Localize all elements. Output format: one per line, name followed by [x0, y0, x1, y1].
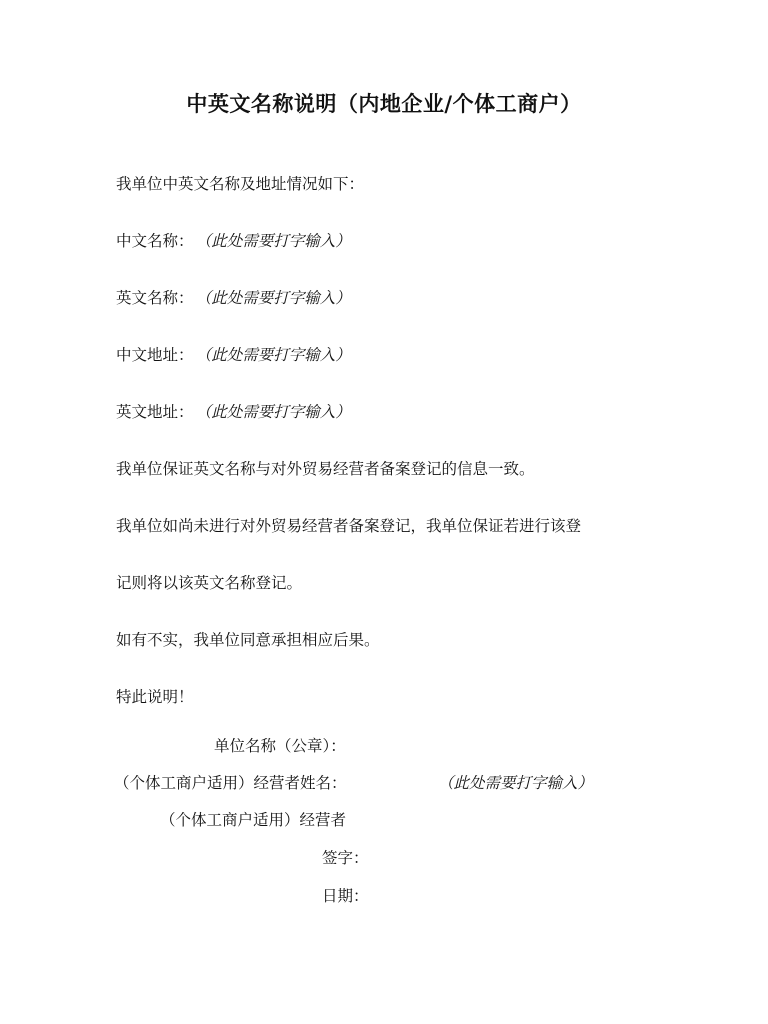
field-label: 中文名称： — [116, 232, 194, 250]
field-label: 中文地址： — [116, 346, 194, 364]
operator-name-label: （个体工商户适用）经营者姓名： — [114, 774, 347, 792]
field-english-name — [116, 286, 351, 308]
field-input-hint[interactable]: （此处需要打字输入） — [203, 346, 351, 364]
company-seal-label: 单位名称（公章）： — [214, 737, 346, 755]
field-chinese-address — [116, 343, 351, 365]
signature-label: 签字： — [322, 849, 369, 867]
statement-registration-line2: 记则将以该英文名称登记。 — [116, 574, 303, 592]
field-input-hint[interactable]: （此处需要打字输入） — [203, 403, 351, 421]
operator-sign-label: （个体工商户适用）经营者 — [160, 811, 347, 829]
field-label: 英文地址： — [116, 403, 194, 421]
field-label: 英文名称： — [116, 289, 194, 307]
statement-closing: 特此说明！ — [116, 688, 194, 706]
field-english-address — [116, 400, 351, 422]
field-chinese-name — [116, 229, 351, 251]
intro-text: 我单位中英文名称及地址情况如下： — [116, 175, 365, 193]
date-label: 日期： — [322, 887, 369, 905]
field-input-hint[interactable]: （此处需要打字输入） — [203, 289, 351, 307]
statement-liability: 如有不实，我单位同意承担相应后果。 — [116, 631, 380, 649]
statement-registration-line1: 我单位如尚未进行对外贸易经营者备案登记，我单位保证若进行该登 — [116, 517, 582, 535]
statement-consistency: 我单位保证英文名称与对外贸易经营者备案登记的信息一致。 — [116, 460, 535, 478]
field-input-hint[interactable]: （此处需要打字输入） — [203, 232, 351, 250]
operator-name-input-hint[interactable]: （此处需要打字输入） — [438, 774, 594, 792]
document-title: 中英文名称说明（内地企业/个体工商户） — [186, 91, 582, 116]
